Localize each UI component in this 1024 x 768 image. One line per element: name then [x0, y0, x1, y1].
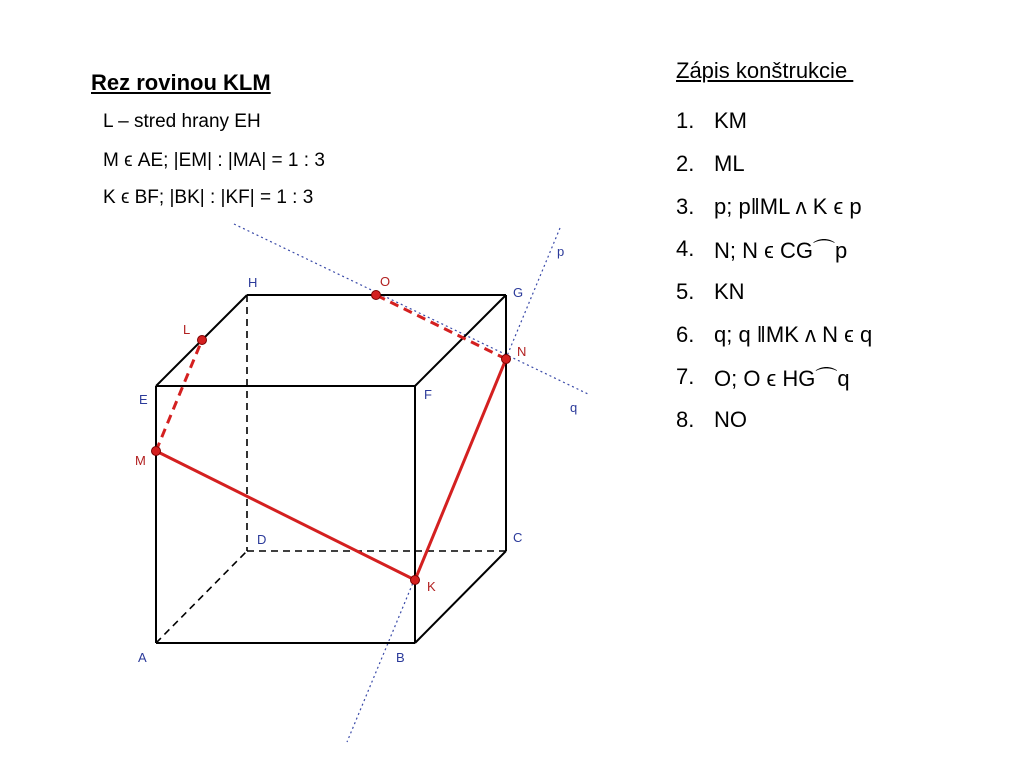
page-title: Rez rovinou KLM [91, 70, 271, 95]
condition-k: K ϵ BF; |BK| : |KF| = 1 : 3 [103, 187, 314, 208]
point-k [411, 576, 420, 585]
label-a: A [138, 650, 147, 665]
section-ml [156, 340, 202, 451]
step-text: KM [714, 108, 747, 134]
label-n: N [517, 344, 527, 359]
condition-l: L – stred hrany EH [103, 111, 261, 132]
edge-fg [415, 295, 506, 386]
label-b: B [396, 650, 405, 665]
edge-bc [415, 551, 506, 643]
point-o [372, 291, 381, 300]
step-text: NO [714, 407, 747, 433]
label-e: E [139, 392, 148, 407]
step-text: q; q ‖MK ᴧ N ϵ q [714, 321, 873, 347]
step-text: ML [714, 151, 745, 177]
step-text: p; p‖ML ᴧ K ϵ p [714, 193, 862, 219]
label-h: H [248, 275, 258, 290]
line-q [234, 224, 588, 394]
label-c: C [513, 530, 523, 545]
edge-ad [156, 551, 247, 643]
label-f: F [424, 387, 432, 402]
step-number: 4. [676, 236, 695, 262]
condition-m: M ϵ AE; |EM| : |MA| = 1 : 3 [103, 150, 325, 171]
construction-heading: Zápis konštrukcie [676, 58, 854, 83]
section-mk [156, 451, 415, 580]
step-text: O; O ϵ HG⌒q [714, 365, 850, 391]
point-m [152, 447, 161, 456]
label-q: q [570, 400, 578, 415]
step-number: 7. [676, 364, 695, 390]
label-d: D [257, 532, 267, 547]
label-g: G [513, 285, 524, 300]
point-n [502, 355, 511, 364]
step-number: 6. [676, 321, 695, 347]
point-l [198, 336, 207, 345]
step-number: 1. [676, 108, 695, 134]
label-l: L [183, 322, 191, 337]
step-text: N; N ϵ CG⌒p [714, 237, 848, 263]
section-no [376, 295, 506, 359]
step-number: 5. [676, 279, 695, 305]
step-number: 3. [676, 193, 695, 219]
step-number: 8. [676, 407, 695, 433]
label-k: K [427, 579, 436, 594]
step-number: 2. [676, 151, 695, 177]
label-p: p [557, 244, 565, 259]
label-o: O [380, 274, 391, 289]
step-text: KN [714, 279, 745, 305]
label-m: M [135, 453, 146, 468]
